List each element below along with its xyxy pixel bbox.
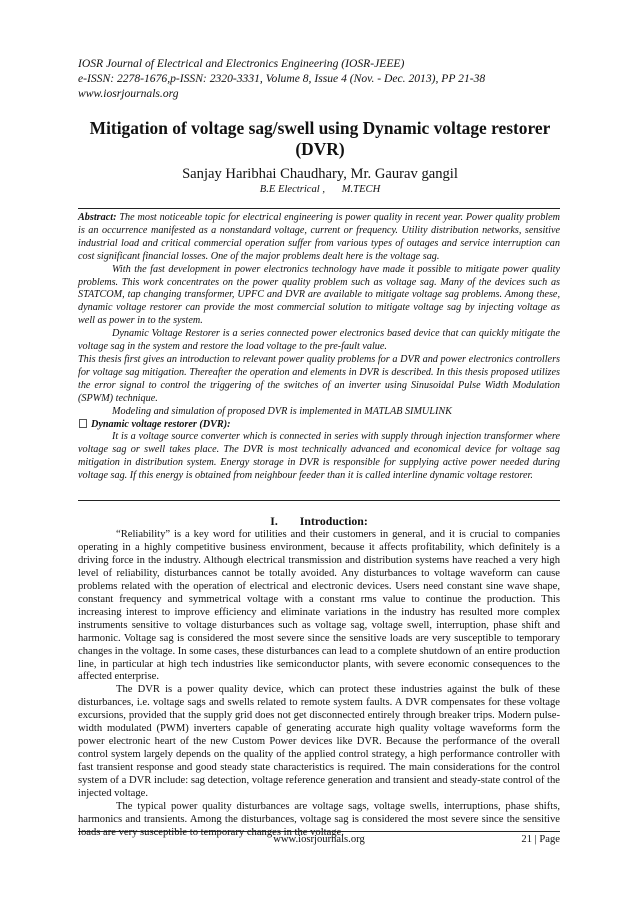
dvr-heading: Dynamic voltage restorer (DVR): bbox=[91, 418, 231, 430]
page-footer bbox=[78, 831, 560, 848]
affiliation-1: B.E Electrical , bbox=[259, 184, 326, 195]
body-text bbox=[78, 529, 560, 840]
section-title: Introduction: bbox=[299, 514, 368, 528]
abstract-paragraph-4: This thesis first gives an introduction to relevant power quality problems for a DVR and power electronics controllers for voltage sag mitigation. Thereafter the operation and elements in DVR is described. In this thesis proposed utilizes the error signal to control the triggering of the switches of an inverter using Sinusoidal Pulse Width Modulation (SPWM) technique. bbox=[78, 353, 560, 404]
issn-line: e-ISSN: 2278-1676,p-ISSN: 2320-3331, Volume 8, Issue 4 (Nov. - Dec. 2013), PP 21-38 bbox=[78, 72, 486, 85]
paper-authors: Sanjay Haribhai Chaudhary, Mr. Gaurav gangil bbox=[182, 166, 458, 182]
body-paragraph-1: “Reliability” is a key word for utilities and their customers in general, and it is crucial to companies operating in a highly competitive business environment, because it affects profitability, which definitely is a driving force in the industry. Although electrical transmission and distribution systems have reached a very high level of reliability, disturbances cannot be totally avoided. Any disturbances to voltage waveform can cause problems related with the operation of electrical and electronic devices. Users need constant sine wave shape, constant frequency and symmetrical voltage with a constant rms value to continue the production. This increasing interest to improve efficiency and eliminate variations in the industry has resulted more complex instruments sensitive to voltage disturbances such as voltage sag, voltage swell, interruption, phase shift and harmonic. Voltage sag is considered the most severe since the sensitive loads are very susceptible to temporary changes in the voltage. In some cases, these disturbances can lead to a complete shutdown of an entire production line, in particular at high tech industries like semiconductor plants, with severe economic consequences to the affected enterprise. bbox=[78, 529, 560, 683]
dvr-heading-line bbox=[78, 419, 560, 432]
abstract-paragraph-3: Dynamic Voltage Restorer is a series connected power electronics based device that can quickly mitigate the voltage sag in the system and restore the load voltage to the pre-fault value. bbox=[78, 328, 560, 353]
abstract-paragraph-5: Modeling and simulation of proposed DVR is implemented in MATLAB SIMULINK bbox=[112, 405, 452, 417]
abstract-text-1: The most noticeable topic for electrical engineering is power quality in recent year. Power quality problem is an occurrence manifested as a nonstandard voltage, current or frequency. Utility distribution networks, sensitive industrial load and critical commercial operation suffer from various types of outages and service interruption can cost significant financial losses. One of the major problems dealt here is the voltage sag. bbox=[78, 212, 561, 262]
affiliation-2: M.TECH bbox=[341, 184, 381, 195]
abstract-top-rule bbox=[78, 208, 560, 209]
abstract-paragraph-2: With the fast development in power electronics technology have made it possible to mitigate power quality problems. This work concentrates on the power quality problem such as voltage sag. Many of the devices such as STATCOM, tap changing transformer, UPFC and DVR are available to mitigate voltage sag problems. Among these, dynamic voltage restorer can provide the most commercial solution to mitigate voltage sag by injecting voltage as well as power in to the system. bbox=[78, 263, 560, 327]
abstract-block bbox=[78, 212, 560, 483]
journal-website[interactable]: www.iosrjournals.org bbox=[78, 87, 179, 100]
body-paragraph-2: The DVR is a power quality device, which can protect these industries against the bulk of these disturbances, i.e. voltage sags and swells related to remote system faults. A DVR compensates for these voltage excursions, provided that the supply grid does not get disconnected entirely through breaker trips. Modern pulse-width modulated (PWM) inverters capable of generating accurate high quality voltage waveforms form the power electronic heart of the new Custom Power devices like DVR. Because the performance of the overall control system largely depends on the quality of the applied control strategy, a high performance controller with fast transient response and good steady state characteristics is required. The main considerations for the control system of a DVR include: sag detection, voltage reference generation and transient and steady-state control of the injected voltage. bbox=[78, 684, 560, 800]
footer-website[interactable]: www.iosrjournals.org bbox=[273, 834, 365, 845]
page-number: 21 | Page bbox=[521, 834, 560, 845]
abstract-bottom-rule bbox=[78, 500, 560, 501]
journal-name: IOSR Journal of Electrical and Electronics Engineering (IOSR-JEEE) bbox=[78, 57, 405, 70]
abstract-label: Abstract: bbox=[78, 212, 117, 223]
paper-title: Mitigation of voltage sag/swell using Dynamic voltage restorer (DVR) bbox=[89, 118, 551, 159]
abstract-paragraph-6: It is a voltage source converter which is connected in series with supply through injection transformer where voltage sag or swell takes place. The DVR is most technically advanced and economical device for voltage sag mitigation in distribution system. Energy storage in DVR is responsible for supplying active power needed during voltage sag. If this energy is obtained from neighbour feeder than it is called interline dynamic voltage restorer. bbox=[78, 431, 560, 482]
body-paragraph-3: The typical power quality disturbances are voltage sags, voltage swells, interruptions, phase shifts, harmonics and transients. Among the disturbances, voltage sag is considered the most severe since the sensitive loads are very susceptible to temporary changes in the voltage. bbox=[78, 801, 560, 838]
section-number: I. bbox=[270, 514, 278, 528]
author-affiliations bbox=[70, 183, 570, 196]
journal-header bbox=[78, 56, 568, 101]
abstract-paragraph-1 bbox=[78, 212, 560, 264]
section-heading bbox=[78, 514, 560, 529]
bullet-square-icon bbox=[79, 419, 87, 428]
